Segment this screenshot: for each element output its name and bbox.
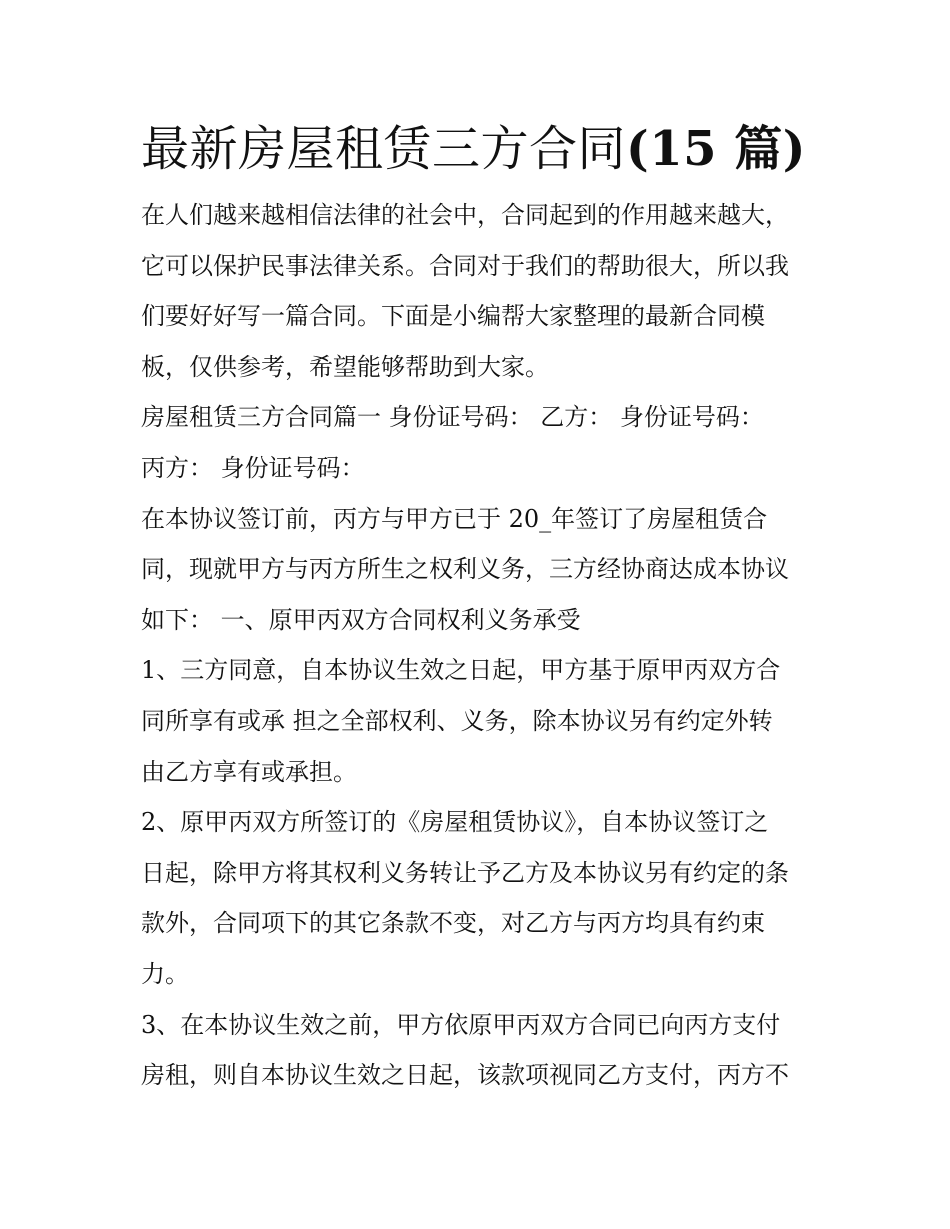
title-main-text: 最新房屋租赁三方合同 <box>141 121 627 177</box>
text-line: 丙方： 身份证号码： <box>141 453 365 482</box>
document-body <box>141 118 821 1101</box>
preamble-paragraph <box>141 494 821 646</box>
text-line: 同，现就甲方与丙方所生之权利义务，三方经协商达成本协议 <box>141 555 789 584</box>
text-line: 由乙方享有或承担。 <box>141 757 357 786</box>
intro-paragraph <box>141 190 821 392</box>
text-line: 在人们越来越相信法律的社会中，合同起到的作用越来越大， <box>141 201 789 229</box>
text-line: 们要好好写一篇合同。下面是小编帮大家整理的最新合同模 <box>141 302 765 331</box>
clause-3-paragraph <box>141 1000 821 1101</box>
text-line: 3、在本协议生效之前，甲方依原甲丙双方合同已向丙方支付 <box>141 1010 781 1039</box>
text-line: 板，仅供参考，希望能够帮助到大家。 <box>141 352 549 381</box>
text-line: 2、原甲丙双方所签订的《房屋租赁协议》，自本协议签订之 <box>141 808 769 837</box>
parties-paragraph <box>141 392 821 493</box>
text-line: 款外，合同项下的其它条款不变，对乙方与丙方均具有约束 <box>141 909 765 938</box>
text-line: 1、三方同意，自本协议生效之日起，甲方基于原甲丙双方合 <box>141 656 781 685</box>
clause-2-paragraph <box>141 797 821 999</box>
text-line: 力。 <box>141 959 189 988</box>
text-line: 它可以保护民事法律关系。合同对于我们的帮助很大，所以我 <box>141 251 789 280</box>
text-line: 房屋租赁三方合同篇一 身份证号码： 乙方： 身份证号码： <box>141 403 764 432</box>
text-line: 在本协议签订前，丙方与甲方已于 20_年签订了房屋租赁合 <box>141 504 768 533</box>
clause-1-paragraph <box>141 645 821 797</box>
text-line: 如下： 一、原甲丙双方合同权利义务承受 <box>141 605 581 634</box>
title-count-text: (15 篇) <box>626 121 806 177</box>
text-line: 房租，则自本协议生效之日起，该款项视同乙方支付，丙方不 <box>141 1061 789 1090</box>
text-line: 日起，除甲方将其权利义务转让予乙方及本协议另有约定的条 <box>141 858 789 887</box>
document-title <box>141 118 821 180</box>
text-line: 同所享有或承 担之全部权利、义务，除本协议另有约定外转 <box>141 706 773 735</box>
